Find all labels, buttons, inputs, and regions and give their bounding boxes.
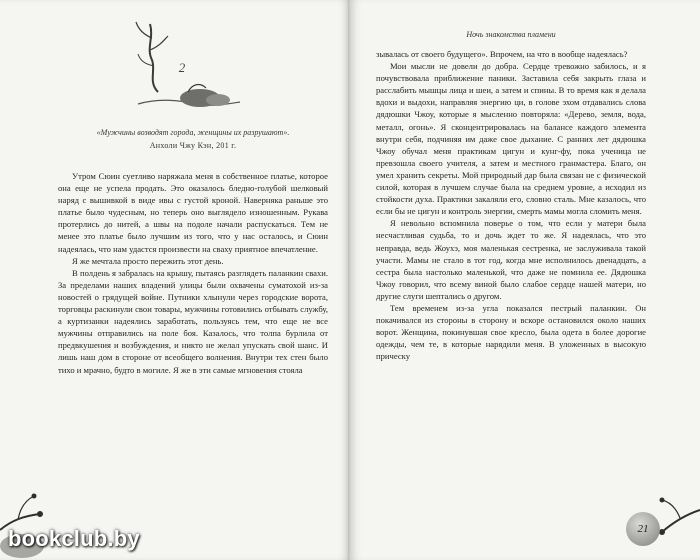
branch-ornament bbox=[650, 470, 700, 560]
paragraph: В полдень я забралась на крышу, пытаясь разглядеть паланкин свахи. За пределами наших владений улицы были охвачены суматохой из-за новостей о грядущей войне. Путники хлынули через городские ворота, торговцы раскинули свои товары, мужчины готовились отбывать службу, а куртизанки надеялись заработать, пользуясь тем, что еще не все мужчины отправились на поле боя. Казалось, что толпа бурлила от предвкушения и возбуждения, и никто не желал упускать свой шанс. И лишь наш дом в стороне от всеобщего волнения. Внутри тех стен было тихо и мрачно, будто в могиле. Я же в эти самые мгновения стояла bbox=[58, 267, 328, 375]
paragraph: зывалась от своего будущего». Впрочем, на что в вообще надеялась? bbox=[376, 49, 628, 59]
left-page bbox=[0, 0, 349, 560]
paragraph: Мои мысли не довели до добра. Сердце тревожно забилось, и я почувствовала приближение паники. Заставила себя закрыть глаза и расслабить мышцы лица и шеи, а затем и спины. В то время как я делала вдохи и выдохи, направляя энергию ци, в голове эхом отдавались слова дядюшки Чжоу, которые я мысленно повторяла: «Дерево, земля, вода, металл, огонь». Я сконцентрировалась на балансе каждого элемента внутри себя, подчиняя им даже свое дыхание. С ранних лет дядюшка Чжоу обучал меня практикам цигун и кунг-фу, пока ученица не превзошла своего учителя, а затем и местного гранмастера. Благо, он умел хранить секреты. Мой природный дар была связан не с физической силой, которая в лучшем случае была на среднем уровне, а исходил из стойкости духа. Практики закаляли его, словно сталь. Мне казалось, что если бы не цигун и контроль энергии, смерть мамы могла сломить меня. bbox=[376, 61, 646, 217]
running-head: Ночь знакомства пламени bbox=[466, 30, 556, 39]
epigraph-quote: «Мужчины возводят города, женщины их разрушают». bbox=[96, 128, 290, 137]
page-number: 21 bbox=[626, 512, 660, 546]
paragraph: Тем временем из-за угла показался пестрый паланкин. Он покачивался из стороны в сторону и вскоре остановился около наших ворот. Женщина, покинувшая свое кресло, была одета в более дорогие одежды, чем те, в которые нарядили меня. В уложенных в высокую прическу bbox=[376, 302, 646, 362]
epigraph bbox=[58, 128, 328, 150]
right-page-body bbox=[376, 48, 646, 362]
paragraph: Утром Сюин суетливо наряжала меня в собственное платье, которое она еще не успела продать. Это оказалось бледно-голубой шелковый наряд с вышивкой в виде ивы с густой кроной. Наверняка раньше это платье было чудесным, но теперь оно выглядело изношенным. Рукава протерлись до нитей, а швы на подоле начали распускаться. Тем не менее это платье было лучшим из того, что у нас осталось, и Сюин надеялась, что нам удастся произвести на сваху приятное впечатление. bbox=[58, 171, 328, 254]
right-page bbox=[351, 0, 700, 560]
paragraph: Я же мечтала просто пережить этот день. bbox=[72, 255, 224, 266]
paragraph: Я невольно вспомнила поверье о том, что если у матери была несчастливая судьба, то и дочь ждет то же. Я надеялась, что это неправда, ведь Жоухэ, моя маленькая сестренка, не заслуживала такой участи. Мамы не стало в тот год, когда мне исполнилось двенадцать, а сестра была настолько маленькой, что даже не помнила ее. Дядюшка Чжоу говорил, что всему виной было слабое сердце нашей матери, но другие слуги шептались о другом. bbox=[376, 218, 646, 301]
epigraph-author: Анхоли Чжу Кэн, 201 г. bbox=[149, 141, 237, 150]
chapter-number: 2 bbox=[178, 60, 186, 75]
watermark-logo: bookclub.by bbox=[8, 526, 140, 551]
left-page-body bbox=[58, 170, 328, 376]
